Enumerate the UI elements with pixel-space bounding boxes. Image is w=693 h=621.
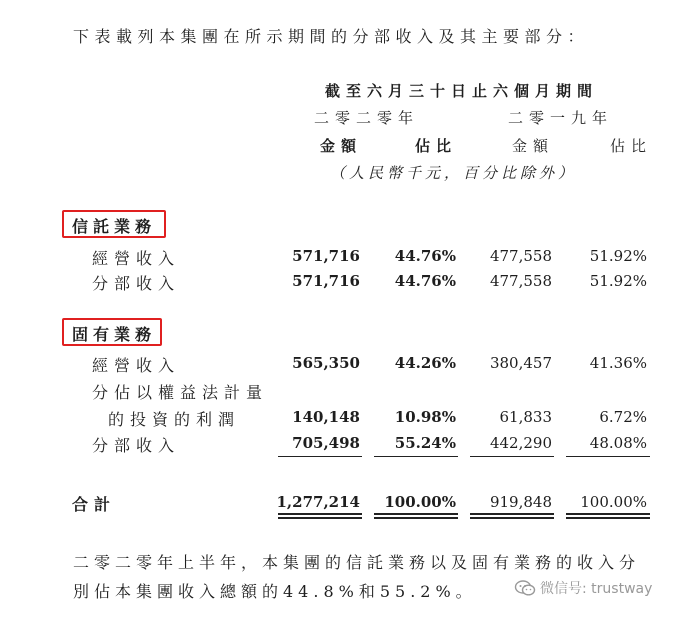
trust-segment-income-2020-amount: 571,716 [292, 272, 360, 290]
amount-2019-header: 金額 [512, 137, 555, 155]
double-rule-line [566, 513, 650, 515]
double-rule-line [374, 517, 458, 519]
period-header: 截至六月三十日止六個月期間 [325, 82, 599, 100]
proprietary-operating-income-2019-amount: 380,457 [489, 354, 552, 372]
proprietary-segment-income-label: 分部收入 [92, 436, 181, 455]
trust-segment-income-2019-share: 51.92% [589, 272, 647, 290]
proprietary-segment-income-2020-share: 55.24% [394, 434, 456, 452]
equity-method-2020-amount: 140,148 [292, 408, 360, 426]
trust-operating-income-2020-share: 44.76% [394, 247, 456, 265]
rule-line [278, 456, 362, 457]
unit-note: （人民幣千元，百分比除外） [330, 164, 578, 182]
equity-method-2020-share: 10.98% [394, 408, 456, 426]
trust-section-title: 信託業務 [72, 217, 157, 236]
trust-operating-income-2019-share: 51.92% [589, 247, 647, 265]
year-2019-header: 二零一九年 [508, 109, 614, 127]
total-2019-share: 100.00% [580, 493, 647, 511]
proprietary-section-title: 固有業務 [72, 325, 157, 344]
double-rule-line [566, 517, 650, 519]
watermark-text: 微信号: trustway [540, 581, 653, 597]
rule-line [470, 456, 554, 457]
rule-line [566, 456, 650, 457]
trust-segment-income-2019-amount: 477,558 [489, 272, 552, 290]
equity-method-2019-share: 6.72% [599, 408, 647, 426]
proprietary-operating-income-2019-share: 41.36% [589, 354, 647, 372]
trust-segment-income-2020-share: 44.76% [394, 272, 456, 290]
total-2020-amount: 1,277,214 [276, 493, 360, 511]
total-label: 合計 [72, 495, 117, 514]
proprietary-segment-income-2020-amount: 705,498 [292, 434, 360, 452]
double-rule-line [470, 513, 554, 515]
double-rule-line [374, 513, 458, 515]
proprietary-operating-income-label: 經營收入 [92, 356, 181, 375]
intro-text: 下表載列本集團在所示期間的分部收入及其主要部分： [73, 27, 590, 46]
equity-method-2019-amount: 61,833 [499, 408, 552, 426]
double-rule-line [278, 513, 362, 515]
wechat-icon [514, 579, 536, 597]
total-2020-share: 100.00% [384, 493, 456, 511]
footer-line-2: 別佔本集團收入總額的44.8%和55.2%。 [73, 582, 477, 601]
share-2019-header: 佔比 [610, 137, 653, 155]
trust-operating-income-2019-amount: 477,558 [489, 247, 552, 265]
proprietary-segment-income-2019-share: 48.08% [589, 434, 647, 452]
equity-method-label-line1: 分佔以權益法計量 [92, 383, 269, 402]
watermark [514, 578, 652, 598]
share-2020-header: 佔比 [415, 137, 458, 155]
proprietary-operating-income-2020-share: 44.26% [394, 354, 456, 372]
year-2020-header: 二零二零年 [314, 109, 420, 127]
footer-line-1: 二零二零年上半年，本集團的信託業務以及固有業務的收入分 [73, 553, 641, 572]
trust-operating-income-label: 經營收入 [92, 249, 181, 268]
double-rule-line [278, 517, 362, 519]
trust-operating-income-2020-amount: 571,716 [292, 247, 360, 265]
amount-2020-header: 金額 [320, 137, 363, 155]
equity-method-label-line2: 的投資的利潤 [108, 410, 241, 429]
proprietary-operating-income-2020-amount: 565,350 [292, 354, 360, 372]
total-2019-amount: 919,848 [489, 493, 552, 511]
rule-line [374, 456, 458, 457]
trust-segment-income-label: 分部收入 [92, 274, 181, 293]
double-rule-line [470, 517, 554, 519]
proprietary-segment-income-2019-amount: 442,290 [489, 434, 552, 452]
